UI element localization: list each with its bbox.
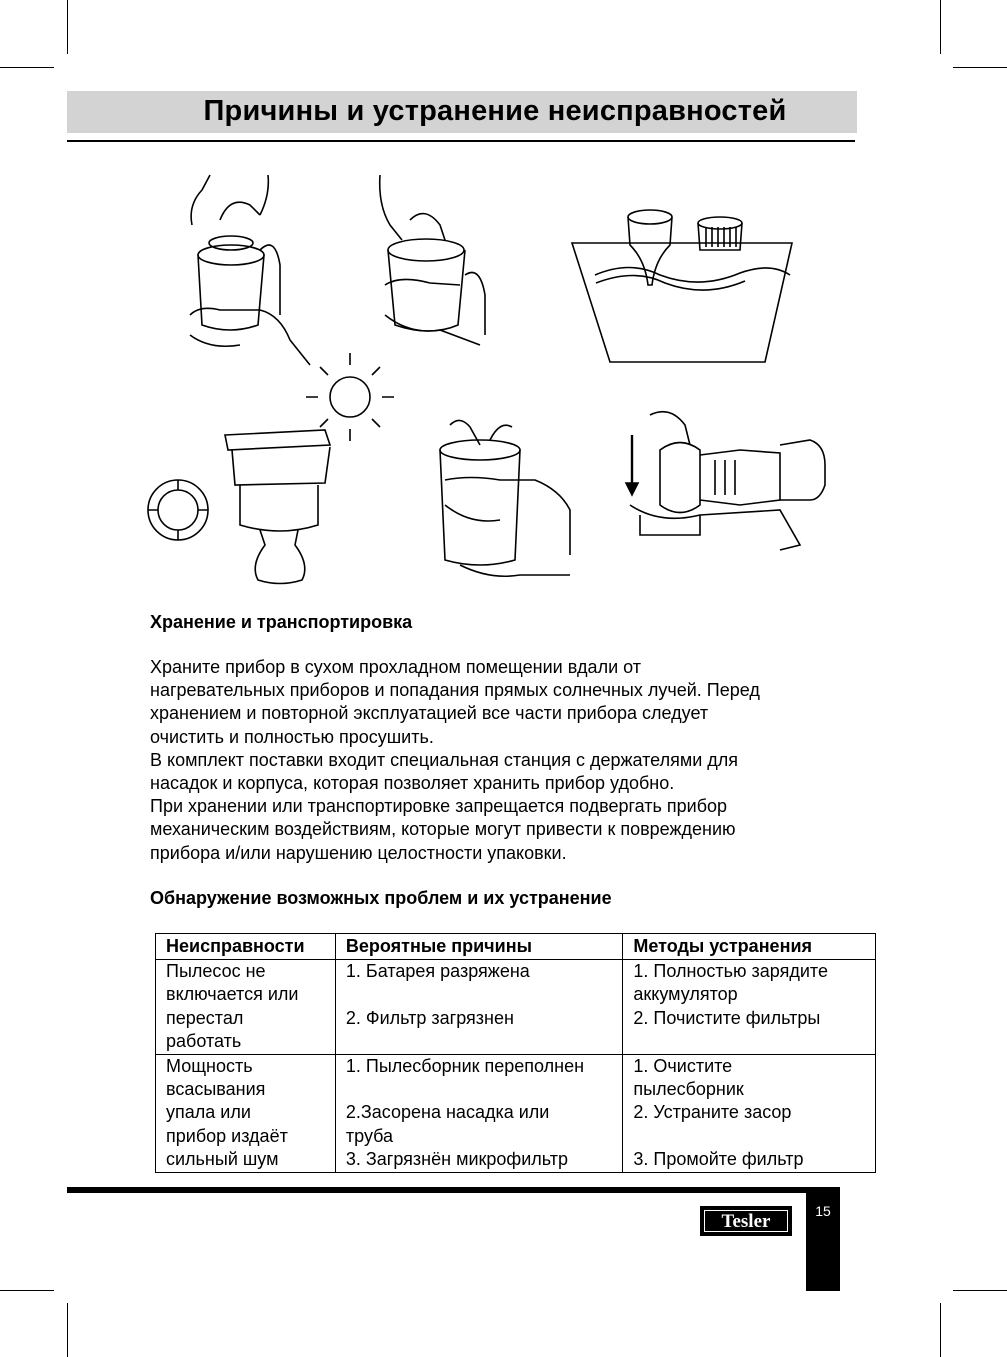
cell-line: работать xyxy=(166,1030,242,1051)
cell-line xyxy=(346,1030,622,1053)
storage-line: хранением и повторной эксплуатацией все части прибора следует xyxy=(150,703,709,724)
cell-line: пылесборник xyxy=(633,1079,744,1100)
cleaning-illustrations xyxy=(140,165,860,595)
illustration-reassemble xyxy=(626,412,825,550)
illustration-remove-filter xyxy=(190,175,310,365)
remedies-cell xyxy=(623,960,876,1055)
cell-line: Пылесос не xyxy=(166,961,266,982)
storage-line: При хранении или транспортировке запрещается подвергать прибор xyxy=(150,796,728,817)
crop-mark xyxy=(67,1303,68,1357)
storage-line: В комплект поставки входит специальная станция с держателями для xyxy=(150,749,739,770)
illustration-wash-filters xyxy=(572,210,792,362)
brand-logo xyxy=(700,1206,792,1236)
cell-line: Мощность xyxy=(166,1056,253,1077)
column-header-remedies: Методы устранения xyxy=(623,934,876,960)
crop-mark xyxy=(0,67,54,68)
column-header-causes: Вероятные причины xyxy=(335,934,622,960)
storage-line: механическим воздействиям, которые могут привести к повреждению xyxy=(150,819,736,840)
storage-line: очистить и полностью просушить. xyxy=(150,726,434,747)
cell-line xyxy=(633,1125,875,1148)
troubleshooting-table xyxy=(155,933,876,1173)
storage-line: нагревательных приборов и попадания прямых солнечных лучей. Перед xyxy=(150,680,760,701)
cell-line: труба xyxy=(345,1125,394,1146)
illustration-pull-filter xyxy=(380,175,485,345)
illustration-dry-filters xyxy=(148,430,330,584)
column-header-problem: Неисправности xyxy=(156,934,336,960)
cell-line xyxy=(633,1030,875,1053)
troubleshooting-heading: Обнаружение возможных проблем и их устранение xyxy=(150,888,612,908)
cell-line: 2. Почистите фильтры xyxy=(633,1007,821,1028)
footer-rule xyxy=(67,1187,807,1193)
cell-line: 1. Очистите xyxy=(633,1056,733,1077)
cell-line: прибор издаёт xyxy=(166,1125,288,1146)
brand-logo-text: Tesler xyxy=(704,1210,788,1232)
header-rule xyxy=(67,140,855,142)
cell-line: включается или xyxy=(166,984,299,1005)
cell-line: 3. Загрязнён микрофильтр xyxy=(345,1148,568,1169)
cell-line: аккумулятор xyxy=(633,984,738,1005)
problem-cell xyxy=(156,1055,336,1173)
cell-line: перестал xyxy=(166,1007,244,1028)
page-number: 15 xyxy=(815,1203,831,1219)
cell-line: 1. Полностью зарядите xyxy=(633,961,828,982)
table-row xyxy=(156,1055,876,1173)
cell-line: 3. Промойте фильтр xyxy=(633,1148,804,1169)
cell-line: 2.Засорена насадка или xyxy=(345,1102,550,1123)
table-header-row xyxy=(156,934,876,960)
sun-icon xyxy=(306,353,394,441)
problem-cell xyxy=(156,960,336,1055)
cell-line: 2. Устраните засор xyxy=(633,1102,792,1123)
crop-mark xyxy=(67,0,68,54)
storage-body xyxy=(150,656,850,865)
cell-line: 1. Пылесборник переполнен xyxy=(345,1056,585,1077)
crop-mark xyxy=(953,1290,1007,1291)
storage-line: прибора и/или нарушению целостности упаковки. xyxy=(150,842,567,863)
illustration-insert-filter xyxy=(440,420,570,576)
cell-line xyxy=(346,983,622,1006)
crop-mark xyxy=(940,0,941,54)
table-row xyxy=(156,960,876,1055)
storage-line: Храните прибор в сухом прохладном помещении вдали от xyxy=(150,657,641,677)
cell-line xyxy=(346,1078,622,1101)
crop-mark xyxy=(0,1290,54,1291)
cell-line: всасывания xyxy=(166,1079,266,1100)
crop-mark xyxy=(940,1303,941,1357)
cell-line: сильный шум xyxy=(166,1148,279,1169)
causes-cell xyxy=(335,960,622,1055)
page-title: Причины и устранение неисправностей xyxy=(203,95,787,127)
storage-heading: Хранение и транспортировка xyxy=(150,612,413,632)
cell-line: упала или xyxy=(166,1102,251,1123)
crop-mark xyxy=(953,67,1007,68)
causes-cell xyxy=(335,1055,622,1173)
storage-line: насадок и корпуса, которая позволяет хранить прибор удобно. xyxy=(150,773,675,794)
cell-line: 1. Батарея разряжена xyxy=(345,961,530,982)
cell-line: 2. Фильтр загрязнен xyxy=(345,1007,514,1028)
remedies-cell xyxy=(623,1055,876,1173)
